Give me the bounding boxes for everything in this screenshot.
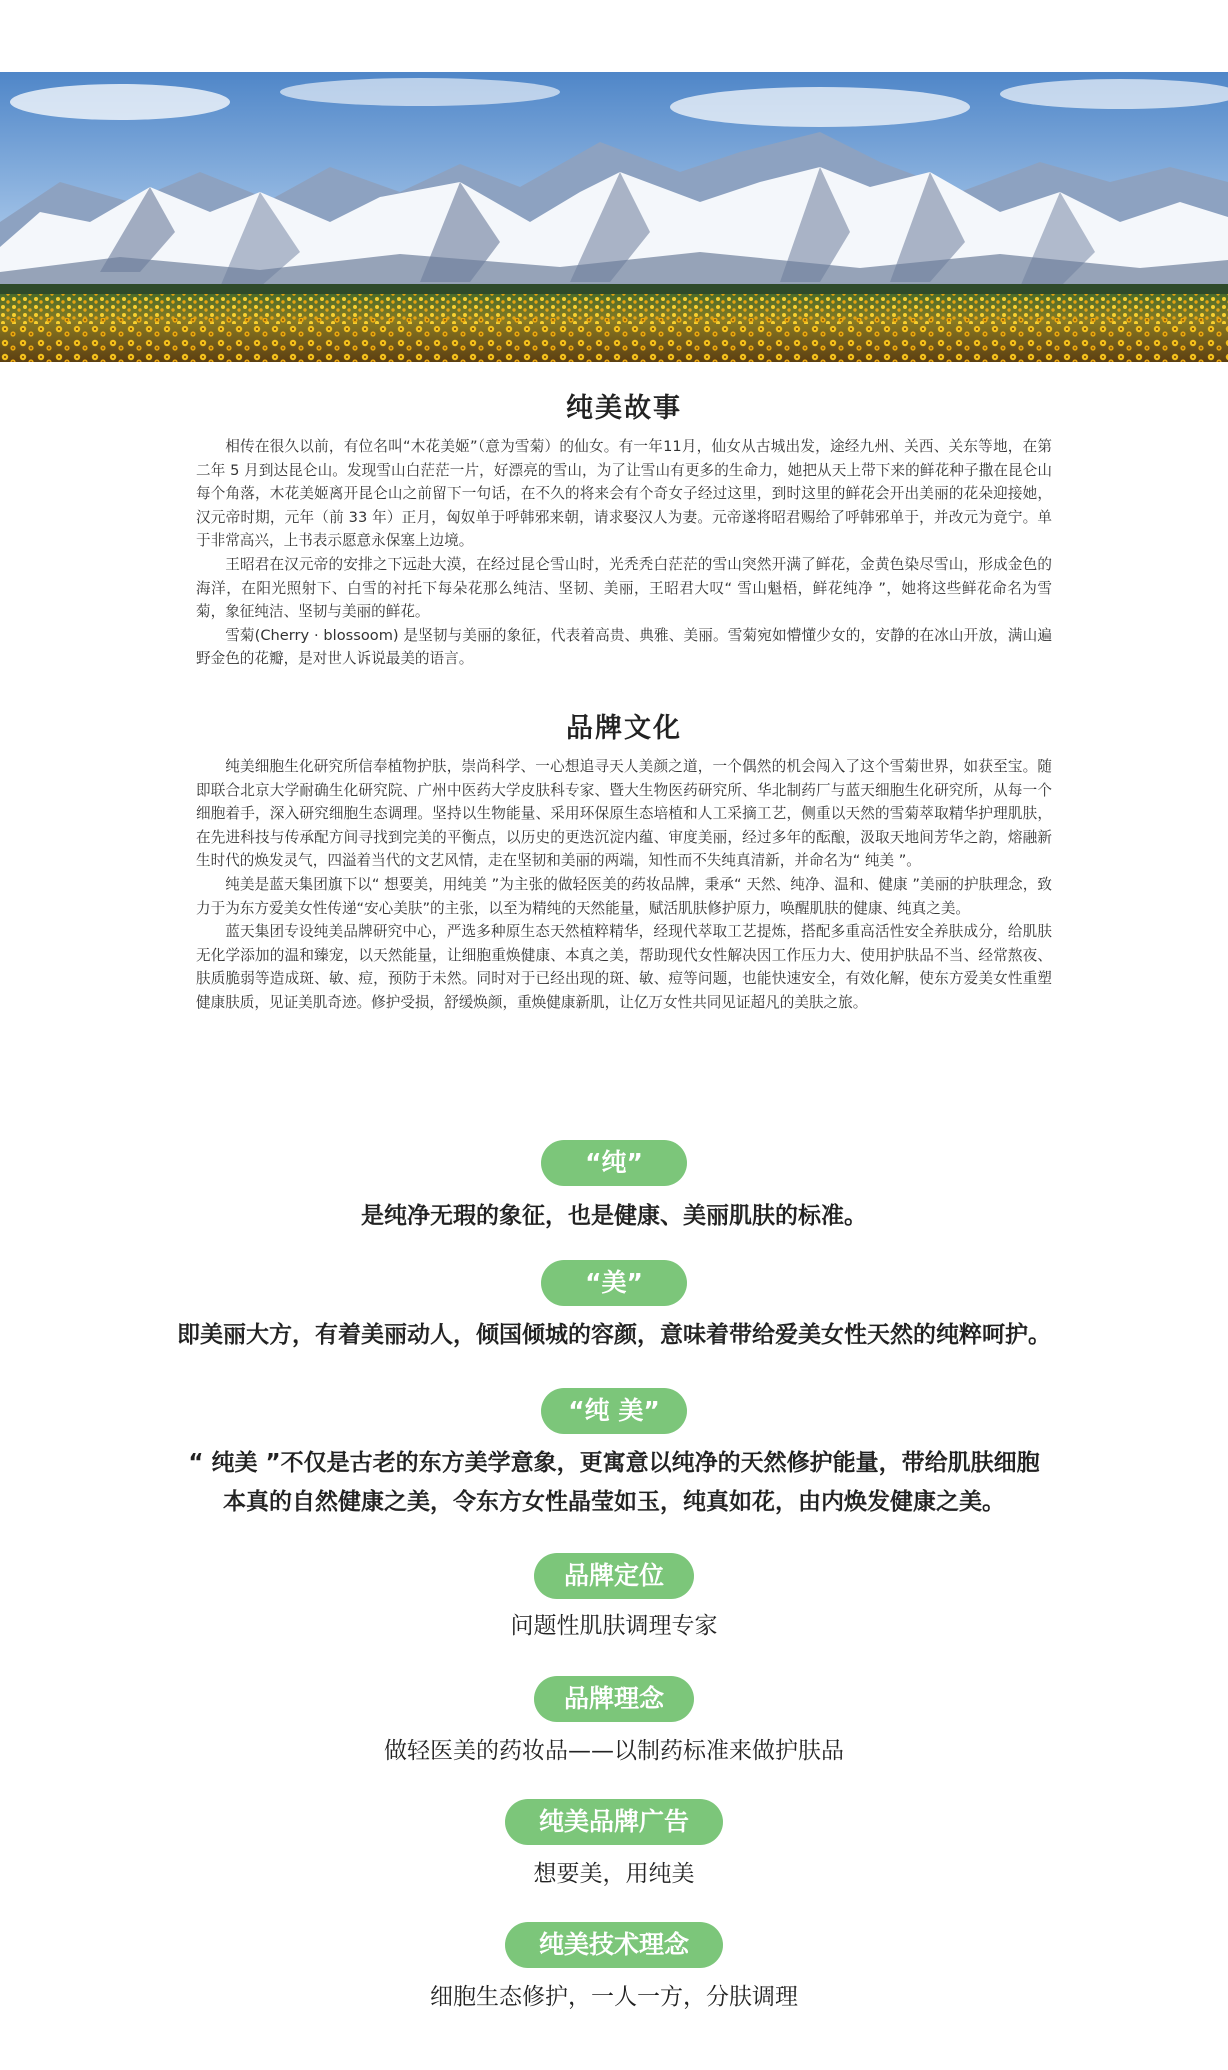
pillar-tag-chunmei: “纯 美” [541, 1388, 687, 1434]
pillar-text-mei: 即美丽大方，有着美丽动人，倾国倾城的容颜，意味着带给爱美女性天然的纯粹呵护。 [177, 1322, 1051, 1348]
culture-paragraph: 蓝天集团专设纯美品牌研究中心，严选多种原生态天然植粹精华，经现代萃取工艺提炼，搭配多重高活性安全养肤成分，给肌肤无化学添加的温和臻宠，以天然能量，让细胞重焕健康、本真之美，帮助现代女性解决因工作压力大、使用护肤品不当、经常熬夜、肤质脆弱等造成斑、敏、痘，预防于未然。同时对于已经出现的斑、敏、痘等问题，也能快速安全，有效化解，使东方爱美女性重塑健康肤质，见证美肌奇迹。修护受损，舒缓焕颜，重焕健康新肌，让亿万女性共同见证超凡的美肤之旅。 [196, 923, 1052, 1011]
brand-positioning-text: 问题性肌肤调理专家 [510, 1613, 718, 1639]
brand-philosophy-text: 做轻医美的药妆品——以制药标准来做护肤品 [384, 1738, 844, 1764]
pillar-text-chun: 是纯净无瑕的象征，也是健康、美丽肌肤的标准。 [361, 1203, 867, 1229]
story-section [196, 386, 1052, 671]
culture-paragraph: 纯美细胞生化研究所信奉植物护肤，崇尚科学、一心想追寻天人美颜之道，一个偶然的机会闯入了这个雪菊世界，如获至宝。随即联合北京大学耐确生化研究院、广州中医药大学皮肤科专家、暨大生物医药研究所、华北制药厂与蓝天细胞生化研究所，从每一个细胞着手，深入研究细胞生态调理。坚持以生物能量、采用环保原生态培植和人工采摘工艺，侧重以天然的雪菊萃取精华护理肌肤，在先进科技与传承配方间寻找到完美的平衡点，以历史的更迭沉淀内蕴、审度美丽，经过多年的酝酿，汲取天地间芳华之韵，熔融新生时代的焕发灵气，四溢着当代的文艺风情，走在坚韧和美丽的两端，知性而不失纯真清新，并命名为“ 纯美 ”。 [196, 758, 1052, 870]
culture-title: 品牌文化 [566, 713, 682, 744]
pillar-tag-chun: “纯” [541, 1140, 687, 1186]
culture-paragraph: 纯美是蓝天集团旗下以“ 想要美，用纯美 ”为主张的做轻医美的药妆品牌，秉承“ 天然、纯净、温和、健康 ”美丽的护肤理念，致力于为东方爱美女性传递“安心美肤”的主张，以至为精纯的天然能量，赋活肌肤修护原力，唤醒肌肤的健康、纯真之美。 [196, 875, 1052, 917]
story-title: 纯美故事 [566, 393, 682, 424]
brand-advertising-text: 想要美，用纯美 [533, 1861, 695, 1887]
pillar-text-chunmei-line2: 本真的自然健康之美，令东方女性晶莹如玉，纯真如花，由内焕发健康之美。 [223, 1489, 1005, 1515]
brand-advertising-tag: 纯美品牌广告 [505, 1799, 723, 1845]
brand-technology-tag: 纯美技术理念 [505, 1922, 723, 1968]
brand-philosophy-tag: 品牌理念 [534, 1676, 694, 1722]
snow-mountain-flower-field-illustration [0, 72, 1228, 362]
culture-section [196, 706, 1052, 1015]
pillar-tag-mei: “美” [541, 1260, 687, 1306]
story-paragraph: 雪菊(Cherry · blossoom) 是坚韧与美丽的象征，代表着高贵、典雅、美丽。雪菊宛如懵懂少女的，安静的在冰山开放，满山遍野金色的花瓣，是对世人诉说最美的语言。 [196, 626, 1052, 668]
story-paragraph: 王昭君在汉元帝的安排之下远赴大漠，在经过昆仑雪山时，光秃秃白茫茫的雪山突然开满了鲜花，金黄色染尽雪山，形成金色的海洋，在阳光照射下、白雪的衬托下每朵花那么纯洁、坚韧、美丽，王昭君大叹“ 雪山魁梧，鲜花纯净 ”，她将这些鲜花命名为雪菊，象征纯洁、坚韧与美丽的鲜花。 [196, 555, 1052, 621]
pillar-text-chunmei-line1: “ 纯美 ”不仅是古老的东方美学意象，更寓意以纯净的天然修护能量，带给肌肤细胞 [188, 1450, 1040, 1476]
brand-positioning-tag: 品牌定位 [534, 1553, 694, 1599]
brand-technology-text: 细胞生态修护，一人一方，分肤调理 [430, 1984, 798, 2010]
hero-banner [0, 72, 1228, 362]
story-paragraph: 相传在很久以前，有位名叫“木花美姬”（意为雪菊）的仙女。有一年11月，仙女从古城出发，途经九州、关西、关东等地，在第二年 5 月到达昆仑山。发现雪山白茫茫一片，好漂亮的雪山，为了让雪山有更多的生命力，她把从天上带下来的鲜花种子撒在昆仑山每个角落，木花美姬离开昆仑山之前留下一句话，在不久的将来会有个奇女子经过这里，到时这里的鲜花会开出美丽的花朵迎接她，汉元帝时期，元年（前 33 年）正月，匈奴单于呼韩邪来朝，请求娶汉人为妻。元帝遂将昭君赐给了呼韩邪单于，并改元为竟宁。单于非常高兴，上书表示愿意永保塞上边境。 [196, 438, 1052, 550]
